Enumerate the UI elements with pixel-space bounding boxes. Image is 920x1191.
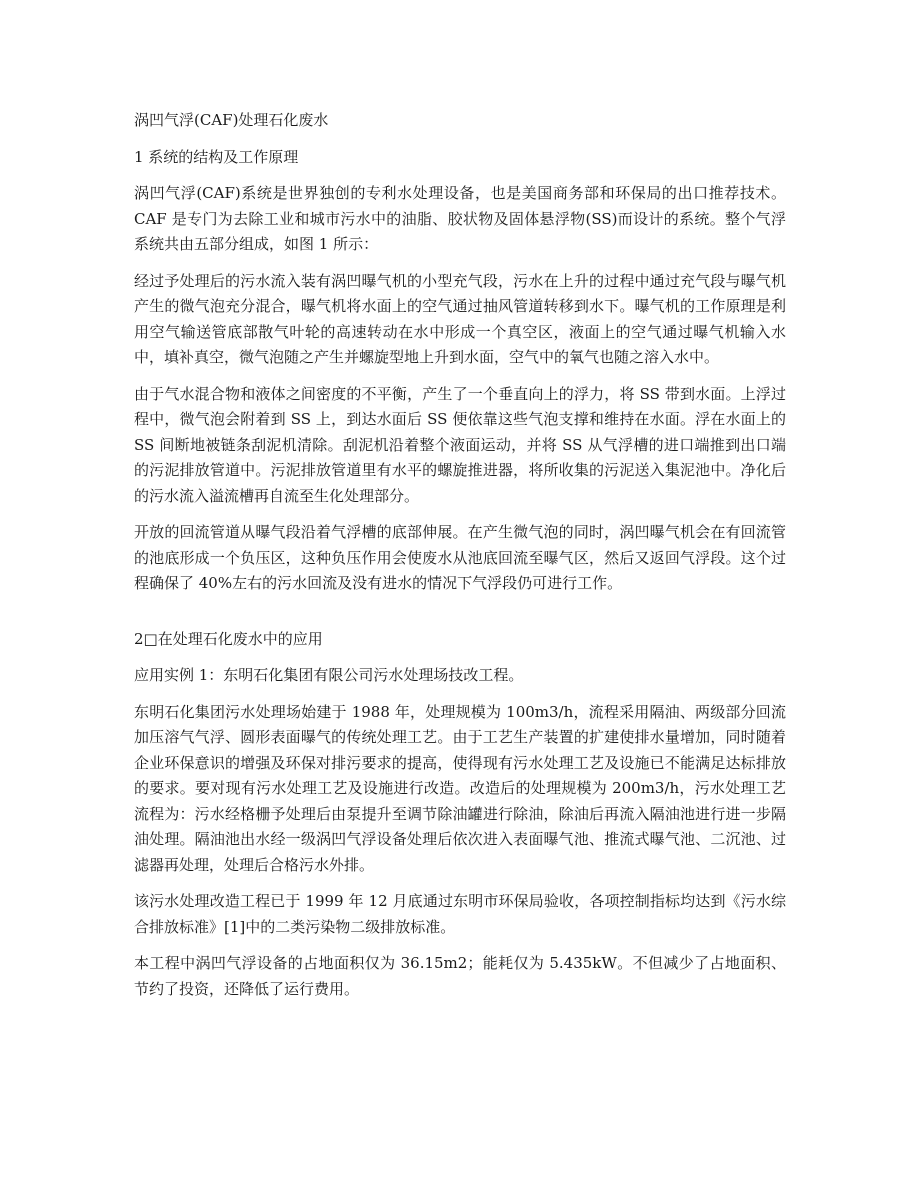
section-2-paragraph-1: 应用实例 1：东明石化集团有限公司污水处理场技改工程。 <box>134 666 524 684</box>
section-1-heading: 1 系统的结构及工作原理 <box>134 147 299 166</box>
section-1-paragraph-2: 经过予处理后的污水流入装有涡凹曝气机的小型充气段，污水在上升的过程中通过充气段与曝气机产生的微气泡充分混合，曝气机将水面上的空气通过抽风管道转移到水下。曝气机的工作原理是利用空气输送管底部散气叶轮的高速转动在水中形成一个真空区，液面上的空气通过曝气机输入水中，填补真空，微气泡随之产生并螺旋型地上升到水面，空气中的氧气也随之溶入水中。 <box>134 271 786 366</box>
section-1-paragraph-4: 开放的回流管道从曝气段沿着气浮槽的底部伸展。在产生微气泡的同时，涡凹曝气机会在有回流管的池底形成一个负压区，这种负压作用会使废水从池底回流至曝气区，然后又返回气浮段。这个过程确保了 40%左右的污水回流及没有进水的情况下气浮段仍可进行工作。 <box>134 523 786 592</box>
section-2-paragraph-4: 本工程中涡凹气浮设备的占地面积仅为 36.15m2；能耗仅为 5.435kW。不但减少了占地面积、节约了投资，还降低了运行费用。 <box>134 954 786 998</box>
section-1-paragraph-1: 涡凹气浮(CAF)系统是世界独创的专利水处理设备，也是美国商务部和环保局的出口推荐技术。CAF 是专门为去除工业和城市污水中的油脂、胶状物及固体悬浮物(SS)而设计的系统。整个气浮系统共由五部分组成，如图 1 所示： <box>134 184 786 253</box>
document-title: 涡凹气浮(CAF)处理石化废水 <box>134 111 329 129</box>
section-2-paragraph-2: 东明石化集团污水处理场始建于 1988 年，处理规模为 100m3/h，流程采用隔油、两级部分回流加压溶气气浮、圆形表面曝气的传统处理工艺。由于工艺生产装置的扩建使排水量增加，同时随着企业环保意识的增强及环保对排污要求的提高，使得现有污水处理工艺及设施已不能满足达标排放的要求。要对现有污水处理工艺及设施进行改造。改造后的处理规模为 200m3/h，污水处理工艺流程为：污水经格栅予处理后由泵提升至调节除油罐进行除油，除油后再流入隔油池进行进一步隔油处理。隔油池出水经一级涡凹气浮设备处理后依次进入表面曝气池、推流式曝气池、二沉池、过滤器再处理，处理后合格污水外排。 <box>134 702 786 874</box>
section-2-paragraph-3: 该污水处理改造工程已于 1999 年 12 月底通过东明市环保局验收，各项控制指标均达到《污水综合排放标准》[1]中的二类污染物二级排放标准。 <box>134 892 786 936</box>
section-1-paragraph-3: 由于气水混合物和液体之间密度的不平衡，产生了一个垂直向上的浮力，将 SS 带到水面。上浮过程中，微气泡会附着到 SS 上，到达水面后 SS 便依靠这些气泡支撑和维持在水面。浮在水面上的 SS 间断地被链条刮泥机清除。刮泥机沿着整个液面运动，并将 SS 从气浮槽的进口端推到出口端的污泥排放管道中。污泥排放管道里有水平的螺旋推进器，将所收集的污泥送入集泥池中。净化后的污水流入溢流槽再自流至生化处理部分。 <box>134 384 786 505</box>
section-2-heading: 2□在处理石化废水中的应用 <box>134 629 323 648</box>
